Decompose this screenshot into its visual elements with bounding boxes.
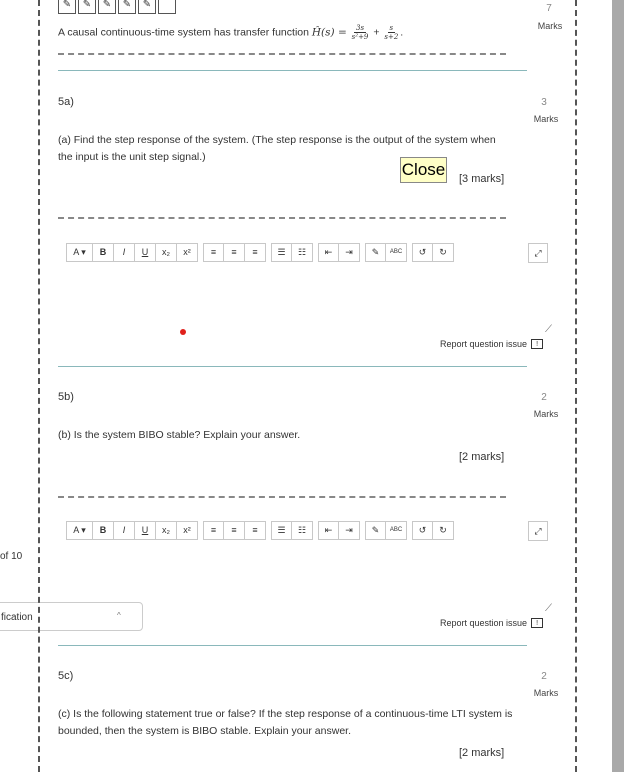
align-left-icon[interactable]: ≡ (203, 521, 224, 540)
pencil-icon[interactable]: ✎ (78, 0, 96, 14)
edit-icon[interactable]: ✎ (365, 243, 386, 262)
pencil-icon[interactable]: ✎ (98, 0, 116, 14)
intro-marks-label: Marks (537, 21, 563, 31)
q5a-marks-bracket: [3 marks] (459, 173, 505, 185)
undo-icon[interactable]: ↺ (412, 521, 433, 540)
section-divider (58, 70, 527, 71)
rich-text-toolbar (66, 243, 459, 262)
expand-icon[interactable]: ⤢ (528, 521, 548, 541)
expand-icon[interactable]: ⤢ (528, 243, 548, 263)
redo-icon[interactable]: ↻ (433, 521, 454, 540)
left-panel (0, 0, 40, 772)
question-container (38, 0, 577, 772)
indent-icon[interactable]: ⇥ (339, 243, 360, 262)
report-flag-icon: ! (531, 339, 543, 349)
align-right-icon[interactable]: ≡ (245, 243, 266, 262)
resize-grip-icon[interactable]: ⟋ (545, 324, 552, 335)
align-center-icon[interactable]: ≡ (224, 521, 245, 540)
indent-icon[interactable]: ⇥ (339, 521, 360, 540)
align-center-icon[interactable]: ≡ (224, 243, 245, 262)
intro-text: A causal continuous-time system has transfer function Ĥ(s) = $\frac{3s}{\text{s²+9}}$ + $\frac{s}{s+2}$ . (58, 24, 404, 41)
numbered-list-icon[interactable]: ☷ (292, 521, 313, 540)
question-5a-title: 5a) (58, 96, 74, 108)
bold-button[interactable]: B (93, 521, 114, 540)
pencil-icon[interactable]: ✎ (138, 0, 156, 14)
subscript-button[interactable]: x₂ (156, 243, 177, 262)
spellcheck-icon[interactable]: ABC (386, 243, 407, 262)
section-divider (58, 645, 527, 646)
fraction-1: $\frac{3s}{\text{s²+9}}$ (351, 24, 369, 41)
report-flag-icon: ! (531, 618, 543, 628)
close-tooltip[interactable]: Close (400, 157, 447, 183)
pencil-icon[interactable]: ✎ (58, 0, 76, 14)
transfer-function-label: Ĥ(s) = (311, 26, 347, 39)
q5c-marks-bracket: [2 marks] (459, 747, 505, 759)
superscript-button[interactable]: x² (177, 243, 198, 262)
q5b-marks-value: 2 (541, 392, 547, 403)
fraction-2: $\frac{s}{s+2}$ (384, 24, 399, 41)
report-label: Report question issue (440, 618, 528, 628)
redo-icon[interactable]: ↻ (433, 243, 454, 262)
bulleted-list-icon[interactable]: ☰ (271, 243, 292, 262)
bulleted-list-icon[interactable]: ☰ (271, 521, 292, 540)
q5b-marks-bracket: [2 marks] (459, 451, 505, 463)
numbered-list-icon[interactable]: ☷ (292, 243, 313, 262)
underline-button[interactable]: U (135, 243, 156, 262)
spellcheck-icon[interactable]: ABC (386, 521, 407, 540)
intro-marks-value: 7 (546, 3, 552, 14)
edit-icon[interactable]: ✎ (365, 521, 386, 540)
chevron-up-icon: ^ (117, 611, 121, 620)
italic-button[interactable]: I (114, 243, 135, 262)
underline-button[interactable]: U (135, 521, 156, 540)
undo-icon[interactable]: ↺ (412, 243, 433, 262)
italic-button[interactable]: I (114, 521, 135, 540)
intro-prefix: A causal continuous-time system has transfer function (58, 26, 312, 39)
bold-button[interactable]: B (93, 243, 114, 262)
subscript-button[interactable]: x₂ (156, 521, 177, 540)
dashed-divider (58, 217, 506, 219)
question-5a-text: (a) Find the step response of the system. (The step response is the output of the system when the input is the unit step signal.) (58, 134, 496, 163)
question-5c-title: 5c) (58, 670, 74, 682)
top-toolbar (58, 0, 176, 14)
blank-toolbar-button[interactable] (158, 0, 176, 14)
q5c-marks-label: Marks (533, 688, 559, 698)
question-5b-title: 5b) (58, 391, 74, 403)
pencil-icon[interactable]: ✎ (118, 0, 136, 14)
q5b-marks-label: Marks (533, 409, 559, 419)
font-color-button[interactable]: A ▾ (66, 521, 93, 540)
rich-text-toolbar (66, 521, 459, 540)
dashed-divider (58, 53, 506, 55)
q5a-marks-label: Marks (533, 114, 559, 124)
q5c-marks-value: 2 (541, 671, 547, 682)
outdent-icon[interactable]: ⇤ (318, 521, 339, 540)
font-color-button[interactable]: A ▾ (66, 243, 93, 262)
superscript-button[interactable]: x² (177, 521, 198, 540)
page-count: of 10 (0, 551, 23, 562)
align-left-icon[interactable]: ≡ (203, 243, 224, 262)
report-label: Report question issue (440, 339, 528, 349)
section-divider (58, 366, 527, 367)
report-question-issue[interactable] (440, 618, 543, 628)
question-5c-text: (c) Is the following statement true or false? If the step response of a continuous-time LTI system is bounded, then the system is BIBO stable. Explain your answer. (58, 708, 513, 737)
outdent-icon[interactable]: ⇤ (318, 243, 339, 262)
report-question-issue[interactable] (440, 339, 543, 349)
dashed-divider (58, 496, 506, 498)
dropdown-label: fication (1, 612, 33, 623)
page-scrollbar[interactable] (612, 0, 624, 772)
plus-sign: + (373, 26, 380, 39)
resize-grip-icon[interactable]: ⟋ (545, 603, 552, 614)
cursor-dot (180, 329, 186, 335)
align-right-icon[interactable]: ≡ (245, 521, 266, 540)
question-5b-text: (b) Is the system BIBO stable? Explain your answer. (58, 429, 301, 441)
q5a-marks-value: 3 (541, 97, 547, 108)
